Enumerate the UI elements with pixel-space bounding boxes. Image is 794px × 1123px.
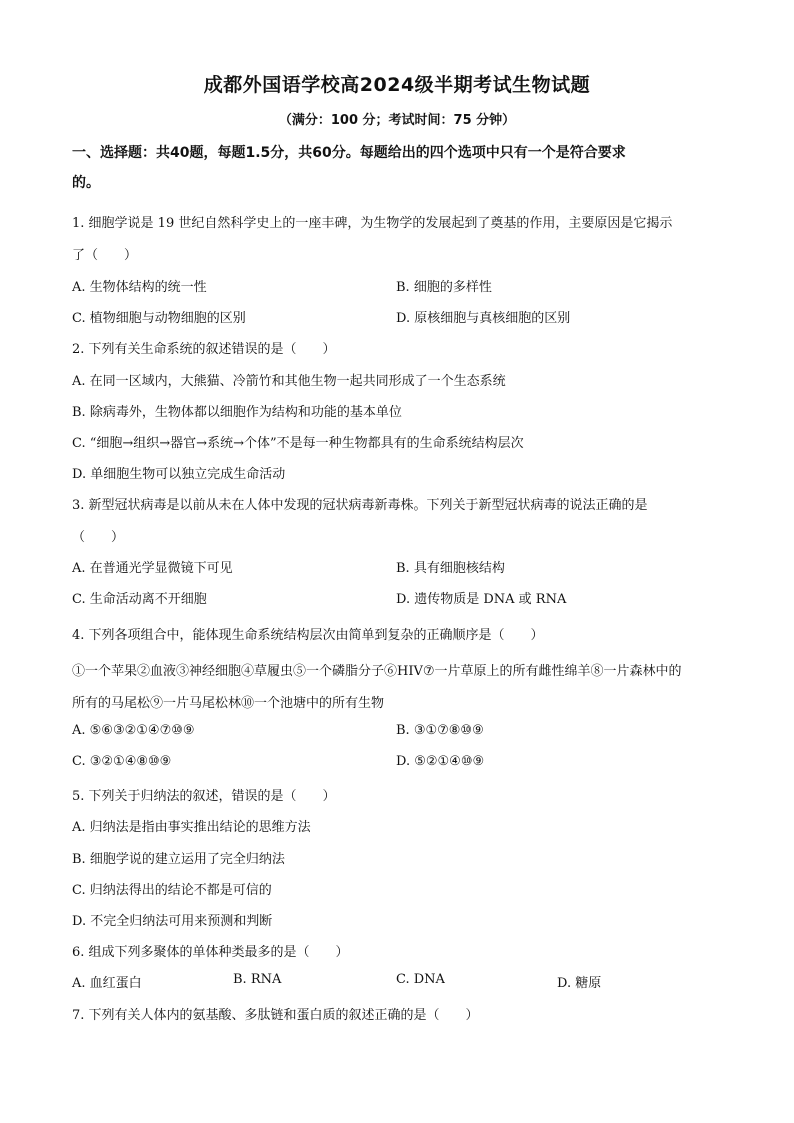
q4-stem: 4. 下列各项组合中，能体现生命系统结构层次由简单到复杂的正确顺序是（ ） [72,628,544,643]
q2-stem: 2. 下列有关生命系统的叙述错误的是（ ） [72,342,336,357]
q5-option-a[interactable]: A. 归纳法是指由事实推出结论的思维方法 [72,820,311,835]
q3-option-b[interactable]: B. 具有细胞核结构 [396,561,505,576]
q4-option-c[interactable]: C. ③②①④⑧⑩⑨ [72,754,172,769]
q6-stem: 6. 组成下列多聚体的单体种类最多的是（ ） [72,945,349,960]
q6-option-d[interactable]: D. 糖原 [557,976,602,991]
q1-stem-line1: 1. 细胞学说是 19 世纪自然科学史上的一座丰碑，为生物学的发展起到了奠基的作用，主要原因是它揭示 [72,216,673,231]
q3-option-d[interactable]: D. 遗传物质是 DNA 或 RNA [396,592,567,607]
q3-stem-line2: （ ） [72,530,125,545]
q2-option-c[interactable]: C. “细胞→组织→器官→系统→个体”不是每一种生物都具有的生命系统结构层次 [72,436,524,451]
section-heading-line1: 一、选择题：共40题，每题1.5分，共60分。每题给出的四个选项中只有一个是符合要求 [72,145,626,161]
q5-stem: 5. 下列关于归纳法的叙述，错误的是（ ） [72,789,336,804]
q2-option-d[interactable]: D. 单细胞生物可以独立完成生命活动 [72,467,286,482]
q6-option-b[interactable]: B. RNA [233,972,282,987]
q3-stem-line1: 3. 新型冠状病毒是以前从未在人体中发现的冠状病毒新毒株。下列关于新型冠状病毒的说法正确的是 [72,498,648,513]
q2-option-b[interactable]: B. 除病毒外，生物体都以细胞作为结构和功能的基本单位 [72,405,402,420]
q7-stem: 7. 下列有关人体内的氨基酸、多肽链和蛋白质的叙述正确的是（ ） [72,1008,479,1023]
q1-option-c[interactable]: C. 植物细胞与动物细胞的区别 [72,311,246,326]
q5-option-c[interactable]: C. 归纳法得出的结论不都是可信的 [72,883,272,898]
exam-subtitle: （满分：100 分；考试时间：75 分钟） [278,113,516,128]
q1-option-a[interactable]: A. 生物体结构的统一性 [72,280,207,295]
q5-option-d[interactable]: D. 不完全归纳法可用来预测和判断 [72,914,273,929]
q4-option-a[interactable]: A. ⑤⑥③②①④⑦⑩⑨ [72,723,195,738]
q6-option-c[interactable]: C. DNA [396,972,445,987]
exam-title: 成都外国语学校高2024级半期考试生物试题 [203,74,591,96]
section-heading-line2: 的。 [72,175,100,191]
q1-stem-line2: 了（ ） [72,248,138,263]
q3-option-c[interactable]: C. 生命活动离不开细胞 [72,592,207,607]
q4-option-b[interactable]: B. ③①⑦⑧⑩⑨ [396,723,484,738]
q2-option-a[interactable]: A. 在同一区域内，大熊猫、冷箭竹和其他生物一起共同形成了一个生态系统 [72,374,506,389]
q4-items-line2: 所有的马尾松⑨一片马尾松林⑩一个池塘中的所有生物 [72,696,385,711]
q4-items-line1: ①一个苹果②血液③神经细胞④草履虫⑤一个磷脂分子⑥HIV⑦一片草原上的所有雌性绵羊⑧一片森林中的 [72,664,682,679]
q3-option-a[interactable]: A. 在普通光学显微镜下可见 [72,561,233,576]
q1-option-d[interactable]: D. 原核细胞与真核细胞的区别 [396,311,571,326]
q5-option-b[interactable]: B. 细胞学说的建立运用了完全归纳法 [72,852,285,867]
q6-option-a[interactable]: A. 血红蛋白 [72,976,142,991]
q1-option-b[interactable]: B. 细胞的多样性 [396,280,492,295]
q4-option-d[interactable]: D. ⑤②①④⑩⑨ [396,754,485,769]
